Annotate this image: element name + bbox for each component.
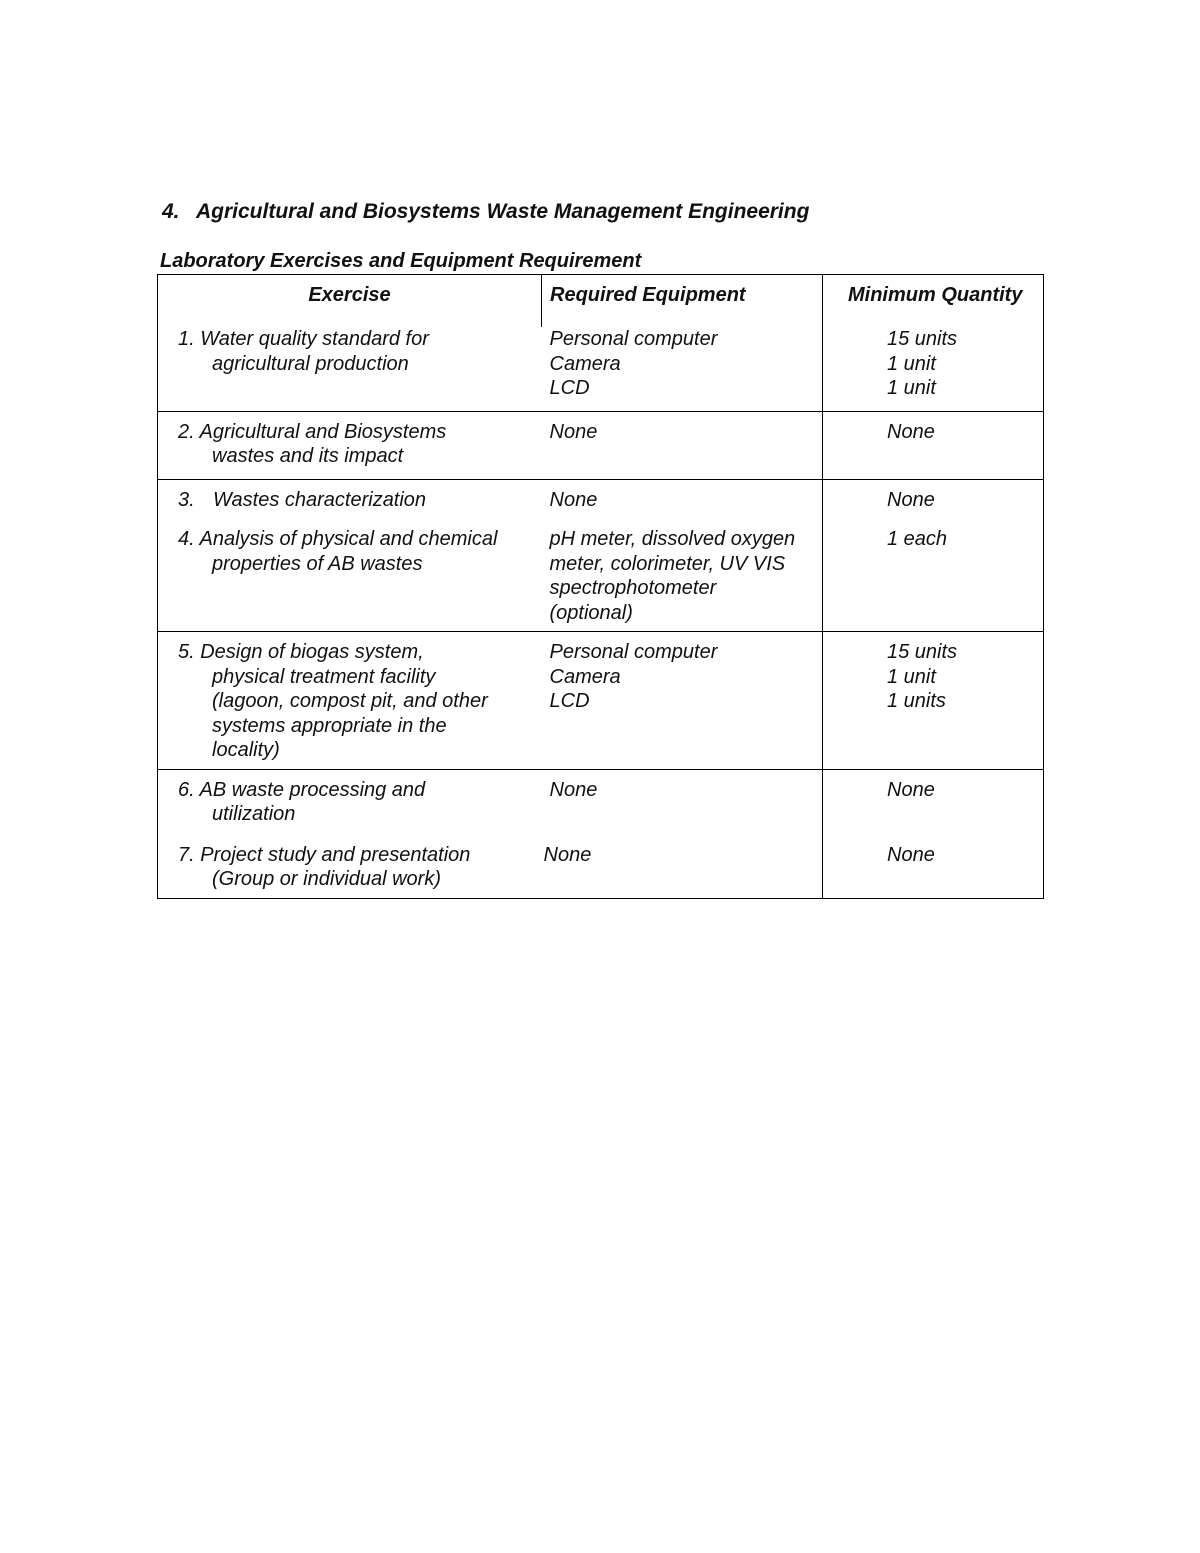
- header-equipment: Required Equipment: [542, 275, 823, 328]
- exercise-text: utilization: [212, 803, 296, 825]
- quantity-cell: [823, 479, 1044, 527]
- quantity-text: 1 unit: [887, 665, 936, 688]
- quantity-cell: [823, 527, 1044, 632]
- exercise-text: 5. Design of biogas system,: [178, 641, 424, 663]
- quantity-text: None: [887, 420, 935, 443]
- exercise-text: 2. Agricultural and Biosystems: [178, 420, 447, 443]
- equipment-text: Camera: [549, 665, 621, 688]
- exercise-text: 1. Water quality standard for: [178, 328, 429, 350]
- quantity-text: None: [887, 843, 935, 866]
- exercise-cell: [158, 327, 542, 411]
- quantity-text: 1 unit: [887, 352, 936, 375]
- quantity-cell: [823, 769, 1044, 843]
- header-quantity: Minimum Quantity: [823, 275, 1044, 328]
- exercise-text: physical treatment facility: [212, 665, 436, 688]
- table-row: [158, 769, 1044, 843]
- exercise-text: systems appropriate in the: [212, 714, 447, 737]
- section-title: [162, 200, 809, 224]
- equipment-cell: [542, 411, 823, 479]
- exercise-text: Wastes characterization: [213, 488, 427, 511]
- exercise-number: 3.: [178, 488, 195, 511]
- table-row: [158, 411, 1044, 479]
- quantity-cell: [823, 632, 1044, 770]
- equipment-text: (optional): [549, 601, 633, 624]
- exercise-cell: [158, 843, 542, 899]
- equipment-text: None: [549, 778, 598, 801]
- quantity-cell: [823, 327, 1044, 411]
- exercise-text: 6. AB waste processing and: [178, 778, 426, 801]
- exercise-text: 4. Analysis of physical and chemical: [178, 528, 498, 550]
- exercise-cell: [158, 479, 542, 527]
- table-caption: Laboratory Exercises and Equipment Requirement: [160, 250, 642, 272]
- table-row: [158, 843, 1044, 899]
- quantity-cell: [823, 843, 1044, 899]
- exercise-text: (lagoon, compost pit, and other: [212, 690, 488, 712]
- quantity-text: 1 each: [887, 528, 948, 550]
- equipment-text: meter, colorimeter, UV VIS: [549, 552, 786, 575]
- header-exercise: Exercise: [158, 275, 542, 328]
- quantity-text: None: [887, 778, 935, 801]
- quantity-text: 15 units: [887, 641, 958, 663]
- equipment-cell: [542, 843, 823, 899]
- quantity-text: 1 units: [887, 690, 946, 712]
- quantity-text: None: [887, 488, 935, 511]
- equipment-text: LCD: [549, 377, 590, 399]
- table-header-row: [158, 275, 1044, 328]
- quantity-text: 15 units: [887, 328, 958, 350]
- equipment-text: LCD: [549, 690, 590, 712]
- equipment-cell: [542, 479, 823, 527]
- equipment-cell: [542, 327, 823, 411]
- table-row: [158, 479, 1044, 527]
- exercise-cell: [158, 769, 542, 843]
- exercise-text: wastes and its impact: [212, 445, 404, 467]
- section-title-text: Agricultural and Biosystems Waste Management Engineering: [196, 200, 810, 223]
- equipment-text: pH meter, dissolved oxygen: [549, 528, 796, 550]
- section-number: 4.: [162, 200, 180, 223]
- equipment-text: None: [543, 843, 592, 866]
- quantity-cell: [823, 411, 1044, 479]
- exercise-text: locality): [212, 739, 280, 761]
- exercise-text: agricultural production: [212, 352, 409, 375]
- equipment-text: Camera: [549, 352, 621, 375]
- quantity-text: 1 unit: [887, 377, 936, 399]
- equipment-text: spectrophotometer: [549, 577, 717, 599]
- equipment-cell: [542, 769, 823, 843]
- equipment-cell: [542, 527, 823, 632]
- exercise-cell: [158, 411, 542, 479]
- equipment-text: Personal computer: [549, 328, 718, 350]
- equipment-text: None: [549, 488, 598, 511]
- exercise-text: (Group or individual work): [212, 868, 441, 890]
- table-row: [158, 632, 1044, 770]
- exercise-text: 7. Project study and presentation: [178, 843, 471, 866]
- exercise-text: properties of AB wastes: [212, 552, 423, 575]
- equipment-cell: [542, 632, 823, 770]
- equipment-text: Personal computer: [549, 641, 718, 663]
- equipment-text: None: [549, 420, 598, 443]
- exercise-cell: [158, 632, 542, 770]
- equipment-table: [157, 274, 1044, 899]
- exercise-cell: [158, 527, 542, 632]
- table-row: [158, 327, 1044, 411]
- table-row: [158, 527, 1044, 632]
